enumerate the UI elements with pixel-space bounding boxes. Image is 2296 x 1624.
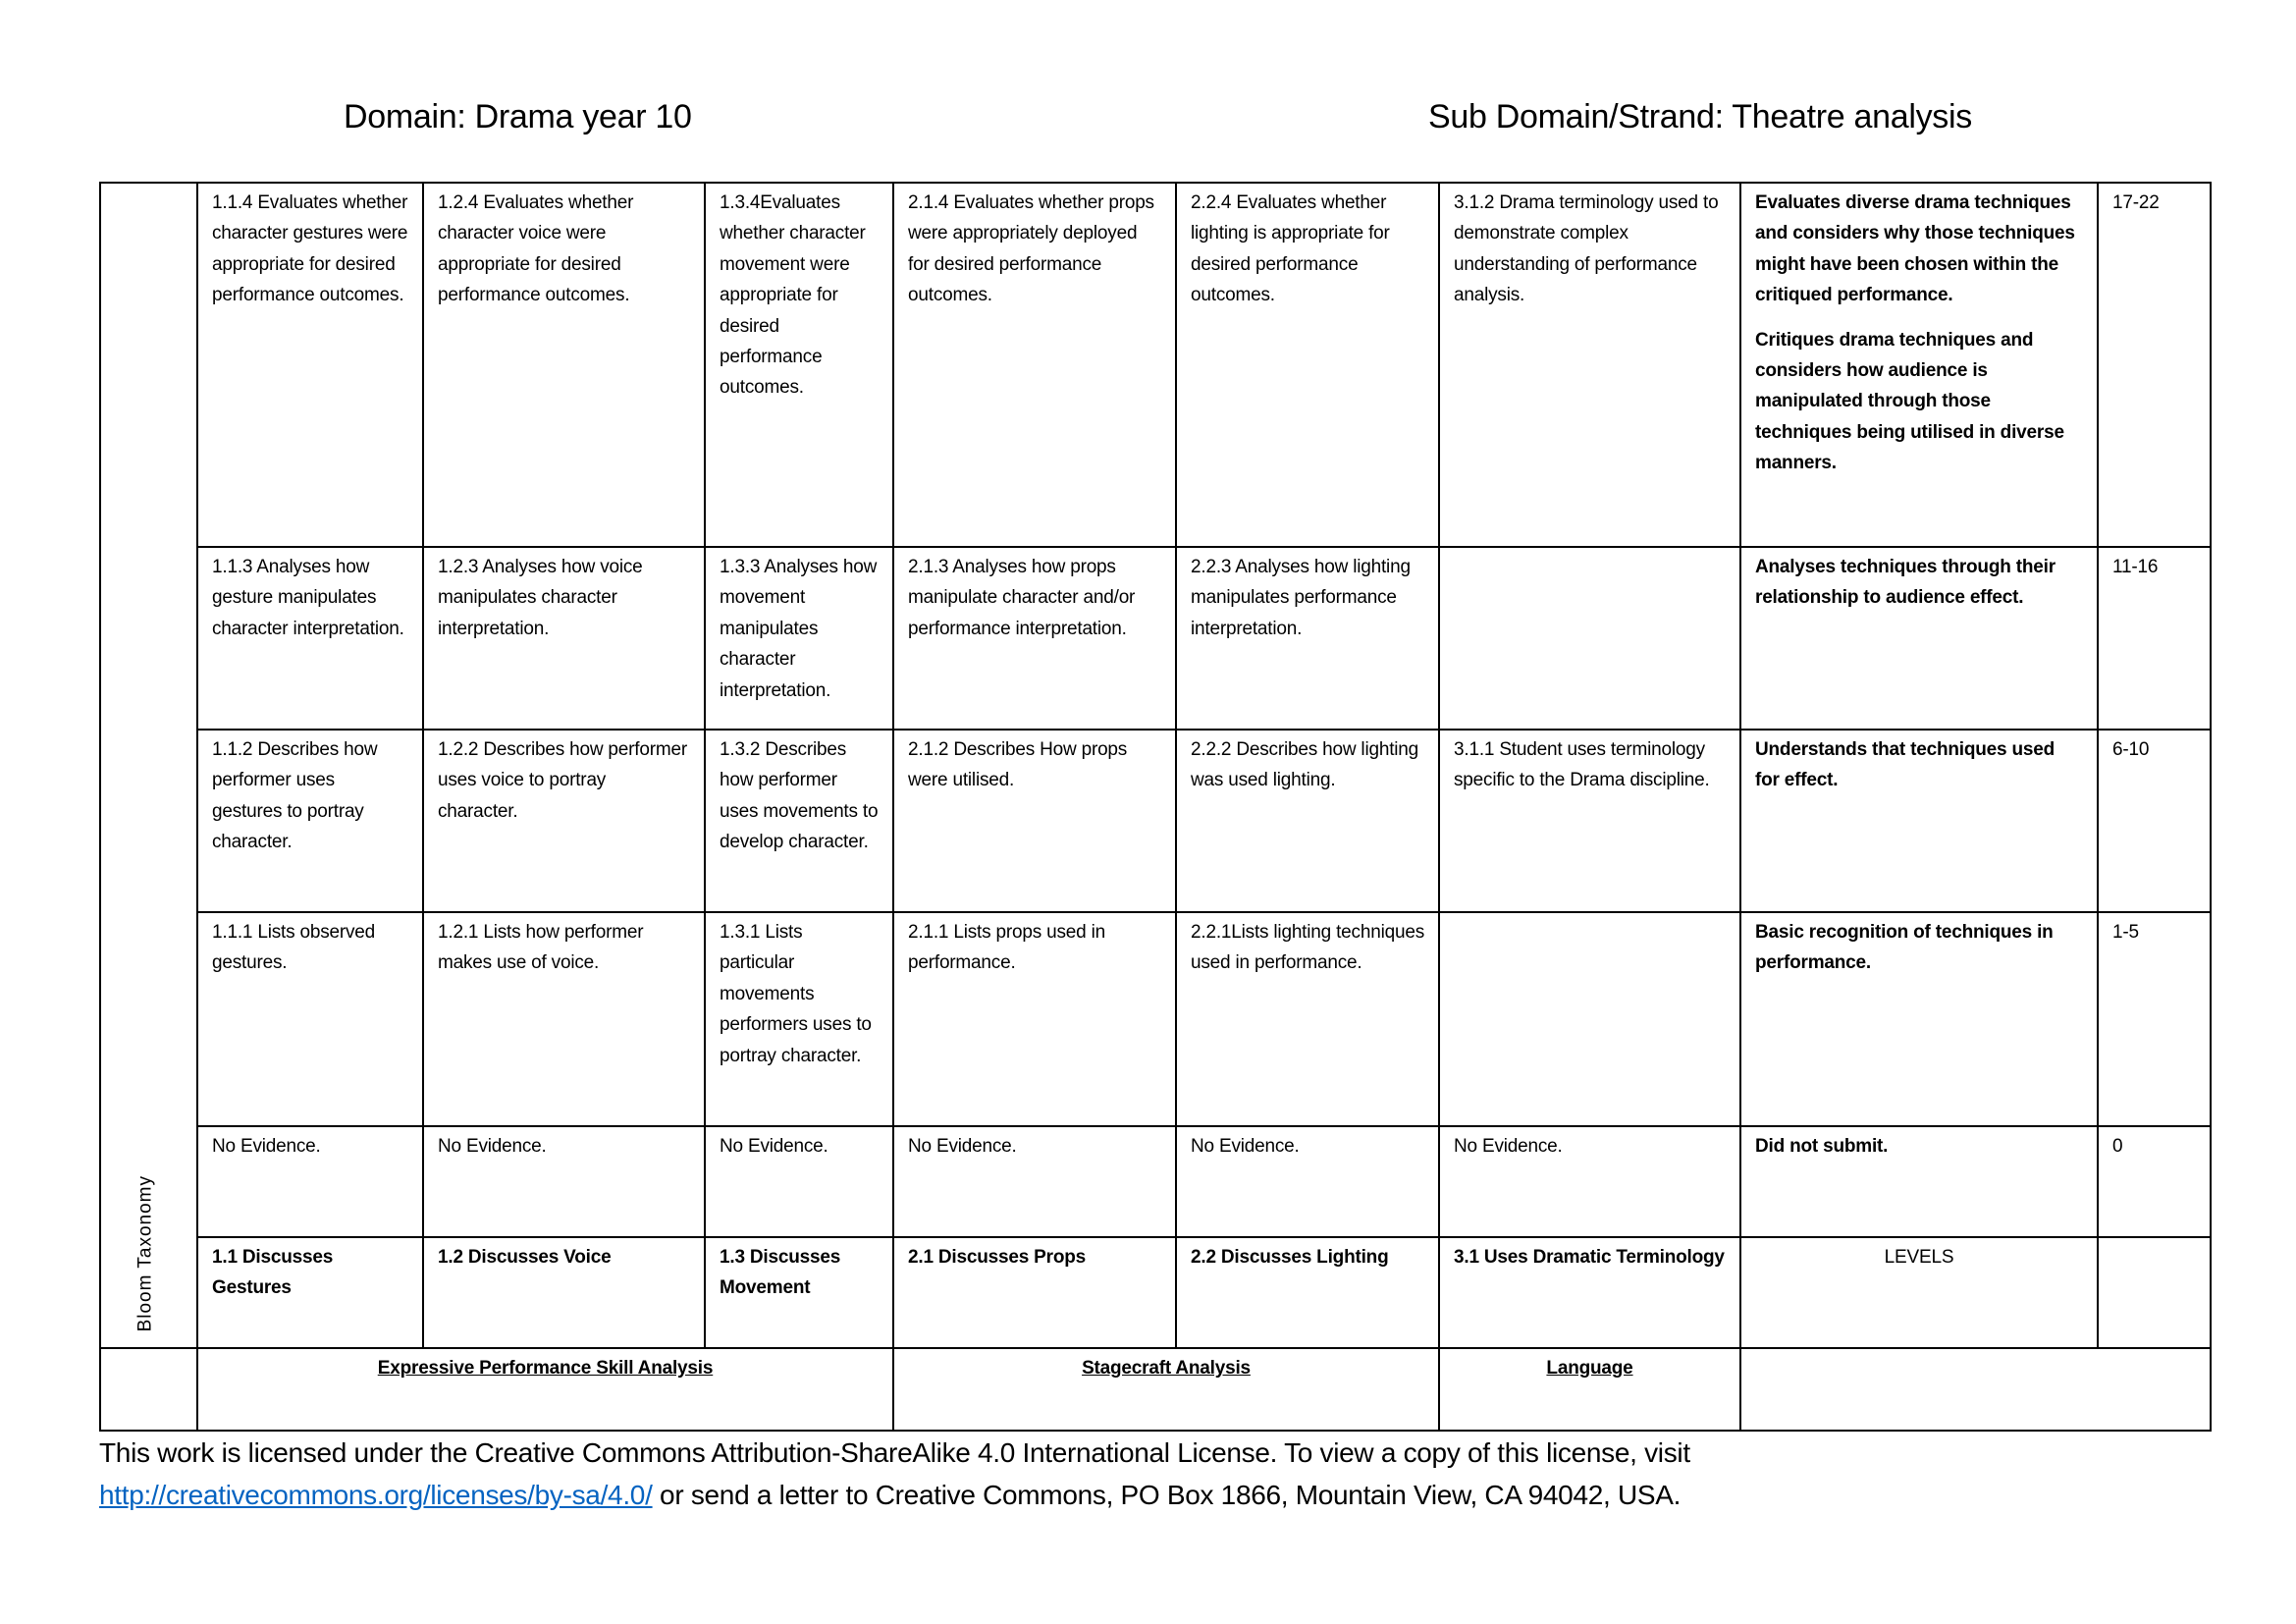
descriptor-cell: 2.1.1 Lists props used in performance. (893, 912, 1176, 1126)
level-description: Understands that techniques used for effect. (1740, 730, 2098, 912)
descriptor-cell: No Evidence. (197, 1126, 423, 1237)
descriptor-cell (1439, 912, 1740, 1126)
group-expressive-cell (197, 1348, 893, 1431)
descriptor-cell: 2.2.2 Describes how lighting was used lighting. (1176, 730, 1439, 912)
score-range: 0 (2098, 1126, 2211, 1237)
level-description: Basic recognition of techniques in performance. (1740, 912, 2098, 1126)
spacer (1755, 311, 2083, 325)
license-line-2 (99, 1474, 1690, 1516)
descriptor-cell: 2.2.1Lists lighting techniques used in performance. (1176, 912, 1439, 1126)
descriptor-cell: No Evidence. (1176, 1126, 1439, 1237)
descriptor-cell: 1.1.3 Analyses how gesture manipulates character interpretation. (197, 547, 423, 730)
level-description-cell (1740, 183, 2098, 547)
level-description: Did not submit. (1740, 1126, 2098, 1237)
group-stagecraft-cell (893, 1348, 1439, 1431)
descriptor-cell: No Evidence. (1439, 1126, 1740, 1237)
descriptor-cell (1439, 547, 1740, 730)
descriptor-cell: 1.3.4Evaluates whether character movement were appropriate for desired performance outcomes. (705, 183, 893, 547)
descriptor-cell: No Evidence. (705, 1126, 893, 1237)
descriptor-cell: 1.1.2 Describes how performer uses gestures to portray character. (197, 730, 423, 912)
criterion-movement: 1.3 Discusses Movement (705, 1237, 893, 1348)
license-address: or send a letter to Creative Commons, PO Box 1866, Mountain View, CA 94042, USA. (652, 1480, 1682, 1510)
axis-cell (100, 183, 197, 1348)
descriptor-cell: 1.1.4 Evaluates whether character gestures were appropriate for desired performance outcomes. (197, 183, 423, 547)
criteria-row (100, 1237, 2211, 1348)
criterion-props: 2.1 Discusses Props (893, 1237, 1176, 1348)
descriptor-cell: 2.1.2 Describes How props were utilised. (893, 730, 1176, 912)
descriptor-cell: No Evidence. (423, 1126, 705, 1237)
bloom-taxonomy-label: Bloom Taxonomy (134, 1174, 156, 1331)
rubric-table (99, 182, 2212, 1432)
license-line-1: This work is licensed under the Creative Commons Attribution-ShareAlike 4.0 International License. To view a copy of this license, visit (99, 1437, 1690, 1468)
descriptor-cell: 1.3.2 Describes how performer uses movements to develop character. (705, 730, 893, 912)
levels-header: LEVELS (1740, 1237, 2098, 1348)
empty-cell (100, 1348, 197, 1431)
rubric-row-level-1 (100, 912, 2211, 1126)
descriptor-cell: No Evidence. (893, 1126, 1176, 1237)
score-range: 11-16 (2098, 547, 2211, 730)
rubric-row-level-4 (100, 183, 2211, 547)
level-description: Evaluates diverse drama techniques and considers why those techniques might have been chosen within the critiqued performance. (1755, 192, 2075, 306)
group-expressive-label: Expressive Performance Skill Analysis (377, 1358, 714, 1379)
criterion-gestures: 1.1 Discusses Gestures (197, 1237, 423, 1348)
descriptor-cell: 2.2.3 Analyses how lighting manipulates performance interpretation. (1176, 547, 1439, 730)
rubric-row-level-0 (100, 1126, 2211, 1237)
empty-cell (2098, 1237, 2211, 1348)
rubric-row-level-2 (100, 730, 2211, 912)
score-range: 6-10 (2098, 730, 2211, 912)
descriptor-cell: 1.1.1 Lists observed gestures. (197, 912, 423, 1126)
group-language-label: Language (1546, 1358, 1633, 1379)
descriptor-cell: 1.2.4 Evaluates whether character voice were appropriate for desired performance outcomes. (423, 183, 705, 547)
descriptor-cell: 2.2.4 Evaluates whether lighting is appropriate for desired performance outcomes. (1176, 183, 1439, 547)
descriptor-cell: 1.2.1 Lists how performer makes use of voice. (423, 912, 705, 1126)
descriptor-cell: 2.1.4 Evaluates whether props were appropriately deployed for desired performance outcomes. (893, 183, 1176, 547)
groups-row (100, 1348, 2211, 1431)
group-stagecraft-label: Stagecraft Analysis (1082, 1358, 1251, 1379)
criterion-voice: 1.2 Discusses Voice (423, 1237, 705, 1348)
score-range: 1-5 (2098, 912, 2211, 1126)
descriptor-cell: 1.3.3 Analyses how movement manipulates character interpretation. (705, 547, 893, 730)
criterion-lighting: 2.2 Discusses Lighting (1176, 1237, 1439, 1348)
descriptor-cell: 2.1.3 Analyses how props manipulate character and/or performance interpretation. (893, 547, 1176, 730)
rubric-row-level-3 (100, 547, 2211, 730)
empty-cell (1740, 1348, 2211, 1431)
descriptor-cell: 3.1.1 Student uses terminology specific to the Drama discipline. (1439, 730, 1740, 912)
descriptor-cell: 3.1.2 Drama terminology used to demonstrate complex understanding of performance analysis. (1439, 183, 1740, 547)
domain-title: Domain: Drama year 10 (344, 98, 692, 135)
sub-domain-title: Sub Domain/Strand: Theatre analysis (1428, 98, 1972, 135)
descriptor-cell: 1.2.2 Describes how performer uses voice to portray character. (423, 730, 705, 912)
license-link[interactable]: http://creativecommons.org/licenses/by-sa/4.0/ (99, 1480, 653, 1510)
criterion-terminology: 3.1 Uses Dramatic Terminology (1439, 1237, 1740, 1348)
group-language-cell (1439, 1348, 1740, 1431)
level-description-2: Critiques drama techniques and considers how audience is manipulated through those techniques being utilised in diverse manners. (1755, 329, 2064, 474)
score-range: 17-22 (2098, 183, 2211, 547)
descriptor-cell: 1.2.3 Analyses how voice manipulates character interpretation. (423, 547, 705, 730)
license-footer (99, 1432, 1690, 1516)
descriptor-cell: 1.3.1 Lists particular movements performers uses to portray character. (705, 912, 893, 1126)
level-description: Analyses techniques through their relationship to audience effect. (1740, 547, 2098, 730)
